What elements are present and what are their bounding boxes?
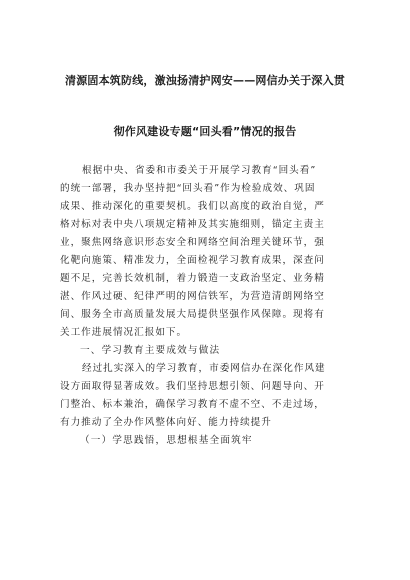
intro-paragraph-line: 间、服务全市高质量发展大局提供坚强作风保障。现将有 bbox=[60, 309, 325, 320]
section-paragraph-line: 设方面取得显著成效。我们坚持思想引领、问题导向、开 bbox=[60, 381, 325, 392]
intro-paragraph-line: 关工作进展情况汇报如下。 bbox=[60, 327, 188, 338]
document-title-line-2: 彻作风建设专题“回头看”情况的报告 bbox=[113, 125, 297, 138]
intro-paragraph-line: 成果、推动深化的重要契机。我们以高度的政治自觉，严 bbox=[60, 201, 325, 212]
intro-paragraph-line: 化靶向施策、精准发力，全面检视学习教育成果，深查问 bbox=[60, 255, 325, 266]
section-heading: 一、学习教育主要成效与做法 bbox=[80, 345, 221, 356]
intro-paragraph-line: 题不足，完善长效机制，着力锻造一支政治坚定、业务精 bbox=[60, 273, 325, 284]
intro-paragraph-line: 业，聚焦网络意识形态安全和网络空间治理关键环节，强 bbox=[60, 237, 325, 248]
intro-paragraph-line: 格对标对表中央八项规定精神及其实施细则，锚定主责主 bbox=[60, 219, 325, 230]
section-paragraph-line: 经过扎实深入的学习教育，市委网信办在深化作风建 bbox=[82, 363, 326, 374]
intro-paragraph-line: 根据中央、省委和市委关于开展学习教育“回头看” bbox=[82, 165, 317, 176]
section-paragraph-line: 门整治、标本兼治，确保学习教育不虚不空、不走过场， bbox=[60, 399, 325, 410]
subsection-heading: （一）学思践悟，思想根基全面筑牢 bbox=[80, 435, 253, 446]
intro-paragraph-line: 湛、作风过硬、纪律严明的网信铁军，为营造清朗网络空 bbox=[60, 291, 325, 302]
section-paragraph-line: 有力推动了全办作风整体向好、能力持续提升 bbox=[60, 417, 272, 428]
document-title-line-1: 清源固本筑防线，激浊扬清护网安——网信办关于深入贯 bbox=[65, 74, 345, 87]
intro-paragraph-line: 的统一部署，我办坚持把“回头看”作为检验成效、巩固 bbox=[60, 183, 316, 194]
